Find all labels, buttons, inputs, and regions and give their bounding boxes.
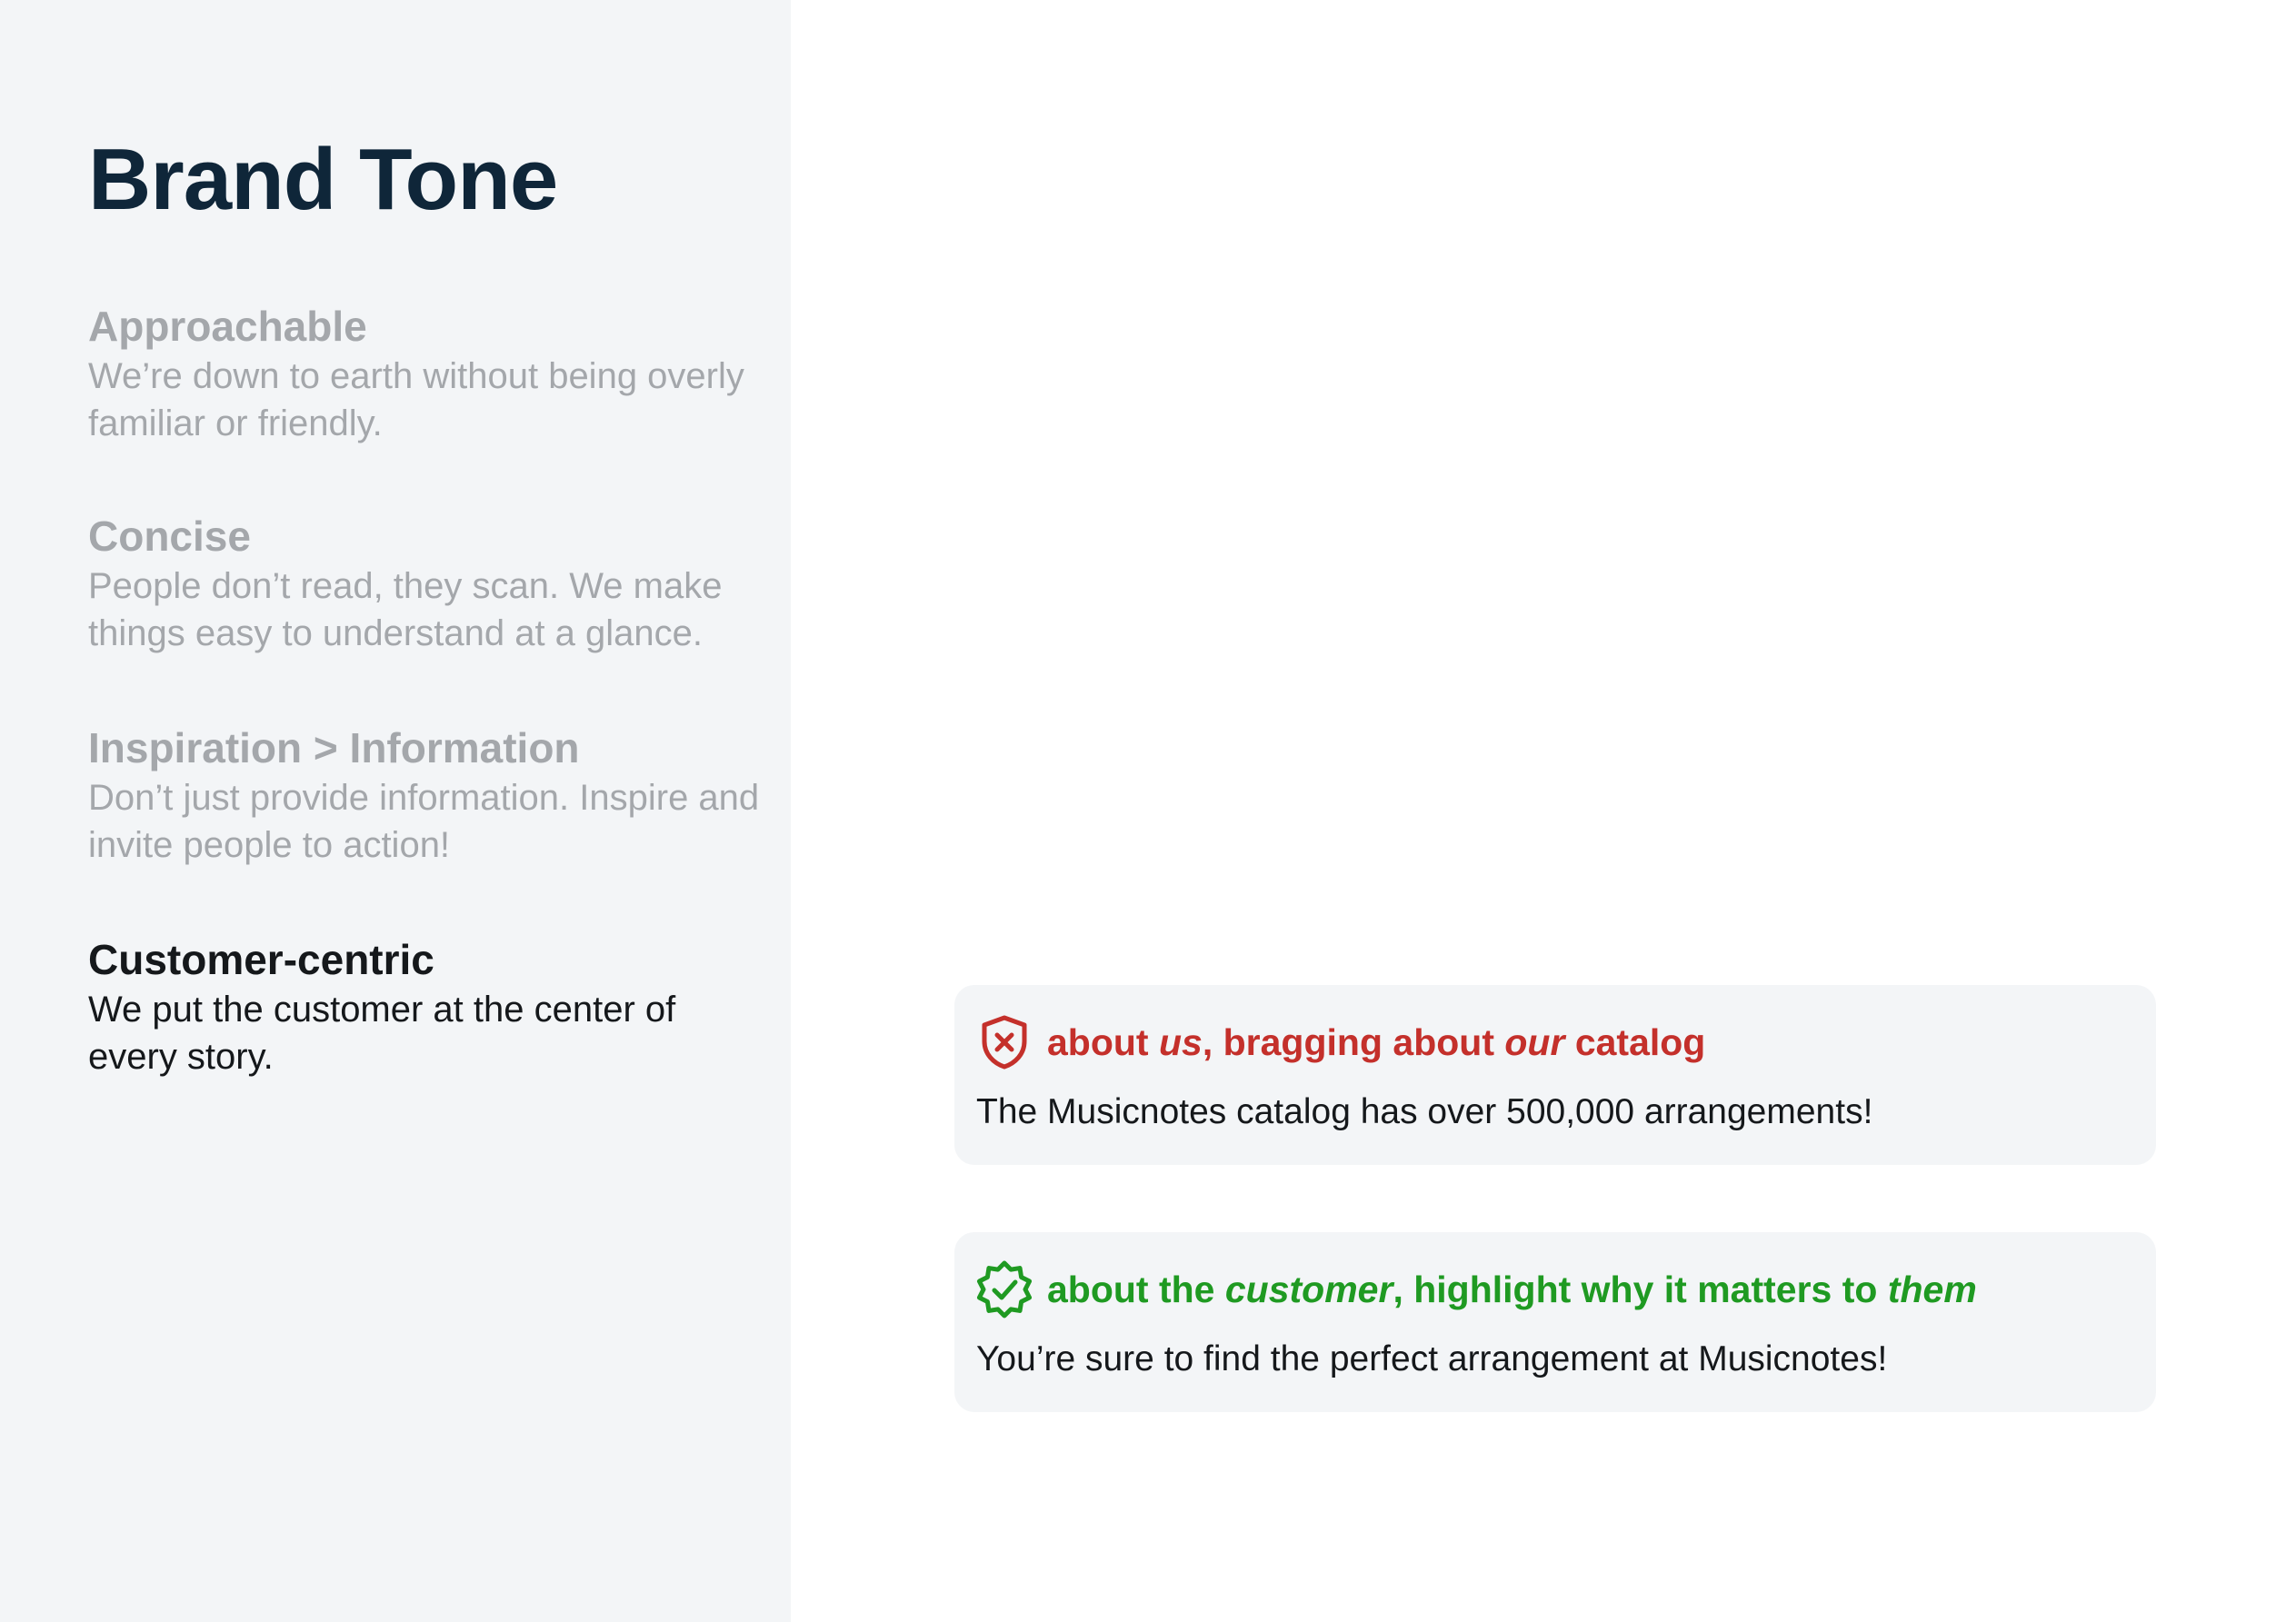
bad-example-header <box>974 1012 1705 1072</box>
tone-description: We put the customer at the center of every story. <box>88 990 676 1077</box>
tone-inspiration <box>88 721 761 869</box>
tone-approachable <box>88 300 761 447</box>
tone-heading: Approachable <box>88 303 367 350</box>
bad-example-label: about us, bragging about our catalog <box>1047 1020 1706 1063</box>
tone-concise <box>88 510 761 657</box>
page-title: Brand Tone <box>88 131 558 228</box>
tone-description: People don’t read, they scan. We make things easy to understand at a glance. <box>88 566 723 653</box>
tone-description: Don’t just provide information. Inspire and invite people to action! <box>88 778 760 865</box>
left-panel <box>0 0 791 1622</box>
good-example-text: You’re sure to find the perfect arrangement at Musicnotes! <box>976 1339 1888 1378</box>
bad-example-text: The Musicnotes catalog has over 500,000 arrangements! <box>976 1092 1873 1131</box>
tone-heading: Inspiration > Information <box>88 724 580 771</box>
tone-heading: Customer-centric <box>88 936 434 983</box>
shield-x-icon <box>974 1012 1034 1072</box>
tone-description: We’re down to earth without being overly familiar or friendly. <box>88 356 744 443</box>
good-example-label: about the customer, highlight why it matters to them <box>1047 1268 1977 1310</box>
tone-customer-centric <box>88 933 761 1080</box>
good-example-header <box>974 1259 1977 1319</box>
bad-example-card <box>954 985 2156 1165</box>
tone-heading: Concise <box>88 512 251 560</box>
badge-check-icon <box>974 1259 1034 1319</box>
good-example-card <box>954 1232 2156 1412</box>
